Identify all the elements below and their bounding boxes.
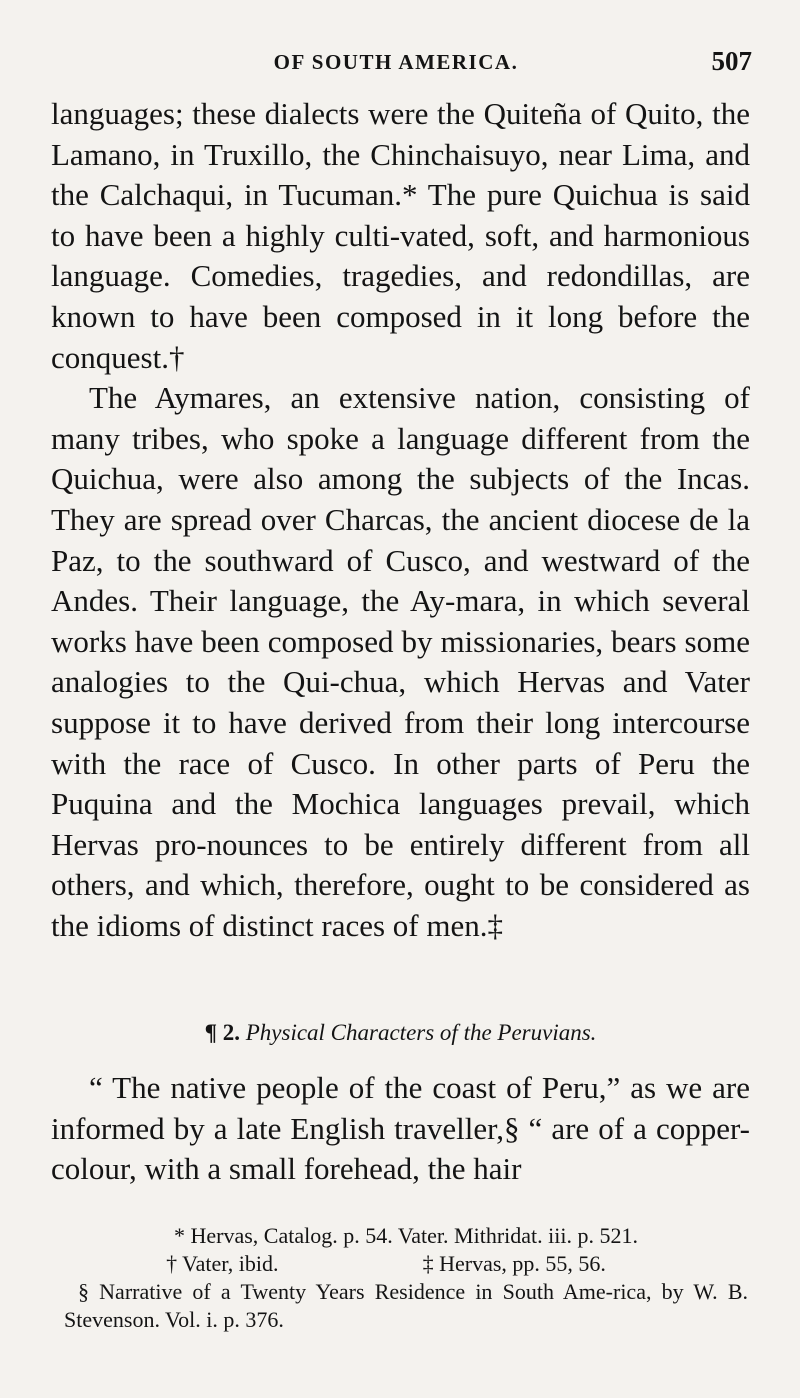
paragraph-languages: languages; these dialects were the Quiteña of Quito, the Lamano, in Truxillo, the Chinchaisuyo, near Lima, and the Calchaqui, in Tucuman.* The pure Quichua is said to have been a highly culti-vated, soft, and harmonious language. Comedies, tragedies, and redondillas, are known to have been composed in it long before the conquest.† <box>51 96 750 375</box>
paragraph-aymares: The Aymares, an extensive nation, consisting of many tribes, who spoke a language different from the Quichua, were also among the subjects of the Incas. They are spread over Charcas, the ancient diocese de la Paz, to the southward of Cusco, and westward of the Andes. Their language, the Ay-mara, in which several works have been composed by missionaries, bears some analogies to the Qui-chua, which Hervas and Vater suppose it to have derived from their long intercourse with the race of Cusco. In other parts of Peru the Puquina and the Mochica languages prevail, which Hervas pro-nounces to be entirely different from all others, and which, therefore, ought to be considered as the idioms of distinct races of men.‡ <box>51 380 750 943</box>
footnotes <box>64 1222 748 1334</box>
running-head <box>40 46 752 78</box>
section-heading <box>51 1020 750 1046</box>
body-text <box>51 94 750 946</box>
footnote-vater: † Vater, ibid. <box>166 1251 279 1276</box>
footnote-hervas-pp: ‡ Hervas, pp. 55, 56. <box>422 1251 606 1276</box>
section-mark: ¶ 2. <box>204 1020 240 1045</box>
footnote-row-2 <box>64 1250 748 1278</box>
running-title: OF SOUTH AMERICA. <box>273 50 519 74</box>
footnote-narrative: § Narrative of a Twenty Years Residence in South Ame-rica, by W. B. Stevenson. Vol. i. p. 376. <box>64 1279 748 1332</box>
page-number: 507 <box>711 46 752 76</box>
quote-text <box>51 1068 750 1190</box>
paragraph-coast: “ The native people of the coast of Peru,” as we are informed by a late English traveller,§ “ are of a copper-colour, with a small forehead, the hair <box>51 1070 750 1187</box>
footnote-hervas-catalog: * Hervas, Catalog. p. 54. Vater. Mithridat. iii. p. 521. <box>174 1223 638 1248</box>
section-title: Physical Characters of the Peruvians. <box>245 1020 597 1045</box>
